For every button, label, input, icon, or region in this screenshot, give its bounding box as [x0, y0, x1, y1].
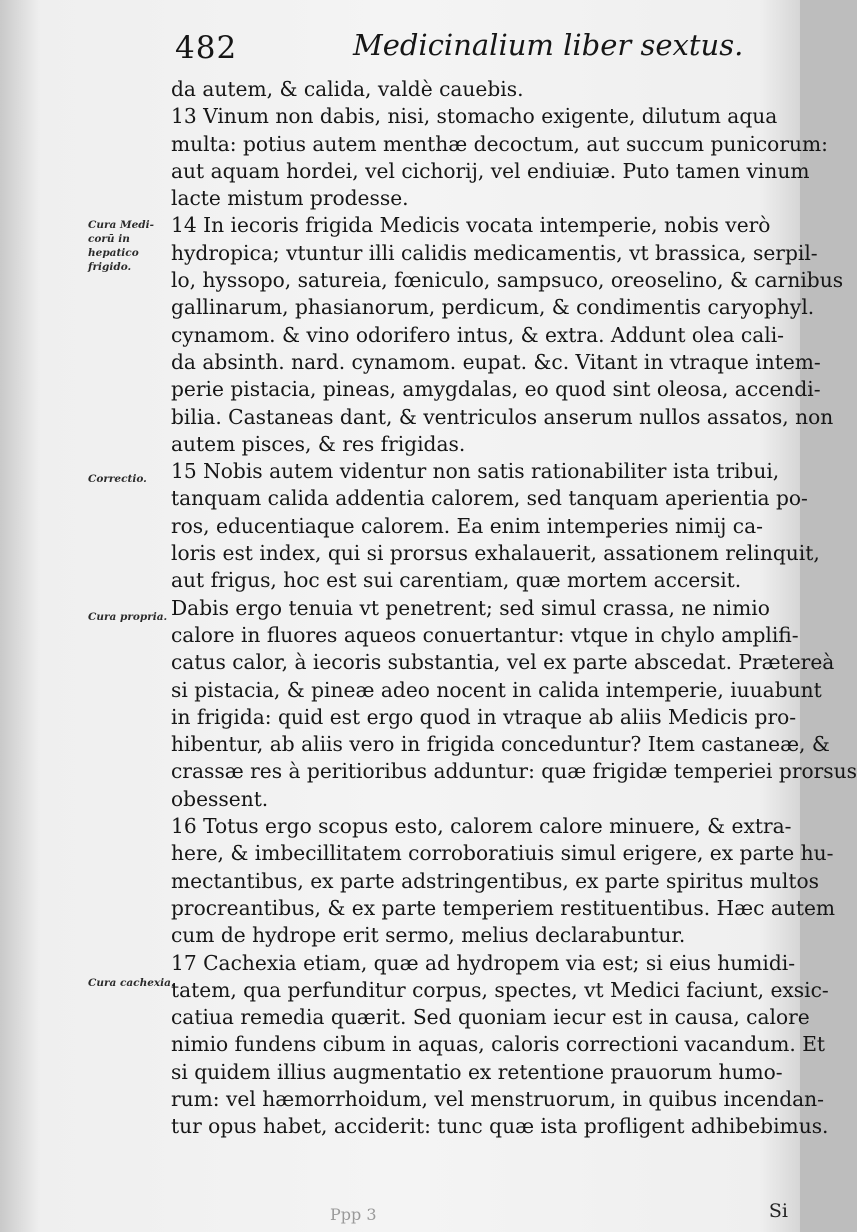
text-line: da autem, & calida, valdè cauebis.: [171, 77, 524, 101]
margin-note: Cura Medi-corū in hepatico frigido.: [88, 219, 154, 273]
text-line: ros, educentiaque calorem. Ea enim intemperies nimij ca-: [171, 513, 763, 538]
text-line: crassæ res à peritioribus adduntur: quæ frigidæ temperiei prorsus: [171, 759, 857, 784]
text-line: Dabis ergo tenuia vt penetrent; sed simul crassa, ne nimio: [171, 595, 770, 620]
text-line: tur opus habet, acciderit: tunc quæ ista profligent adhibebimus.: [171, 1114, 829, 1139]
text-line: obessent.: [171, 786, 269, 811]
text-line: lacte mistum prodesse.: [171, 186, 409, 211]
text-line: procreantibus, & ex parte temperiem restituentibus. Hæc autem: [171, 895, 836, 920]
text-line: autem pisces, & res frigidas.: [171, 431, 466, 456]
text-line: loris est index, qui si prorsus exhalauerit, assationem relinquit,: [171, 541, 820, 566]
text-line: in frigida: quid est ergo quod in vtraque ab aliis Medicis pro-: [171, 704, 797, 729]
text-line: perie pistacia, pineas, amygdalas, eo quod sint oleosa, accendi-: [171, 377, 821, 402]
text-line: si pistacia, & pineæ adeo nocent in calida intemperie, iuuabunt: [171, 677, 822, 702]
text-line: lo, hyssopo, satureia, fœniculo, sampsuco, oreoselino, & carnibus: [171, 268, 844, 293]
text-line: aut aquam hordei, vel cichorij, vel endiuiæ. Puto tamen vinum: [171, 158, 810, 183]
page-header: [175, 28, 785, 74]
text-line: catus calor, à iecoris substantia, vel ex parte abscedat. Prætereà: [171, 650, 835, 675]
margin-note: Cura propria.: [88, 611, 168, 623]
signature-mark: Ppp 3: [330, 1205, 377, 1224]
text-line: 15 Nobis autem videntur non satis rationabiliter ista tribui,: [171, 459, 780, 484]
text-line: calore in fluores aqueos conuertantur: vtque in chylo amplifi-: [171, 622, 799, 647]
text-line: cynamom. & vino odorifero intus, & extra. Addunt olea cali-: [171, 322, 784, 347]
running-title: Medicinalium liber sextus.: [353, 28, 744, 62]
margin-note: Cura cachexia.: [88, 977, 175, 989]
body-text: [171, 76, 857, 1141]
text-line: catiua remedia quærit. Sed quoniam iecur est in causa, calore: [171, 1005, 810, 1030]
text-line: tanquam calida addentia calorem, sed tanquam aperientia po-: [171, 486, 808, 511]
text-line: hydropica; vtuntur illi calidis medicamentis, vt brassica, serpil-: [171, 240, 818, 265]
text-line: here, & imbecillitatem corroboratiuis simul erigere, ex parte hu-: [171, 841, 834, 866]
text-line: tatem, qua perfunditur corpus, spectes, vt Medici faciunt, exsic-: [171, 977, 829, 1002]
text-line: cum de hydrope erit sermo, melius declarabuntur.: [171, 923, 686, 948]
catchword: Si: [768, 1200, 788, 1222]
margin-note: Correctio.: [88, 473, 147, 485]
text-line: multa: potius autem menthæ decoctum, aut succum punicorum:: [171, 131, 828, 156]
text-line: rum: vel hæmorrhoidum, vel menstruorum, in quibus incendan-: [171, 1086, 824, 1111]
text-line: aut frigus, hoc est sui carentiam, quæ mortem accersit.: [171, 568, 742, 593]
text-line: 14 In iecoris frigida Medicis vocata intemperie, nobis verò: [171, 213, 771, 238]
text-line: 13 Vinum non dabis, nisi, stomacho exigente, dilutum aqua: [171, 104, 778, 129]
text-line: mectantibus, ex parte adstringentibus, ex parte spiritus multos: [171, 868, 819, 893]
text-line: da absinth. nard. cynamom. eupat. &c. Vitant in vtraque intem-: [171, 349, 821, 374]
page-number: 482: [175, 30, 238, 66]
text-line: 16 Totus ergo scopus esto, calorem calore minuere, & extra-: [171, 814, 792, 839]
text-line: hibentur, ab aliis vero in frigida conceduntur? Item castaneæ, &: [171, 732, 830, 757]
text-line: si quidem illius augmentatio ex retentione prauorum humo-: [171, 1059, 783, 1084]
text-line: nimio fundens cibum in aquas, caloris correctioni vacandum. Et: [171, 1032, 826, 1057]
text-line: 17 Cachexia etiam, quæ ad hydropem via est; si eius humidi-: [171, 950, 796, 975]
text-line: gallinarum, phasianorum, perdicum, & condimentis caryophyl.: [171, 295, 815, 320]
text-line: bilia. Castaneas dant, & ventriculos anserum nullos assatos, non: [171, 404, 834, 429]
